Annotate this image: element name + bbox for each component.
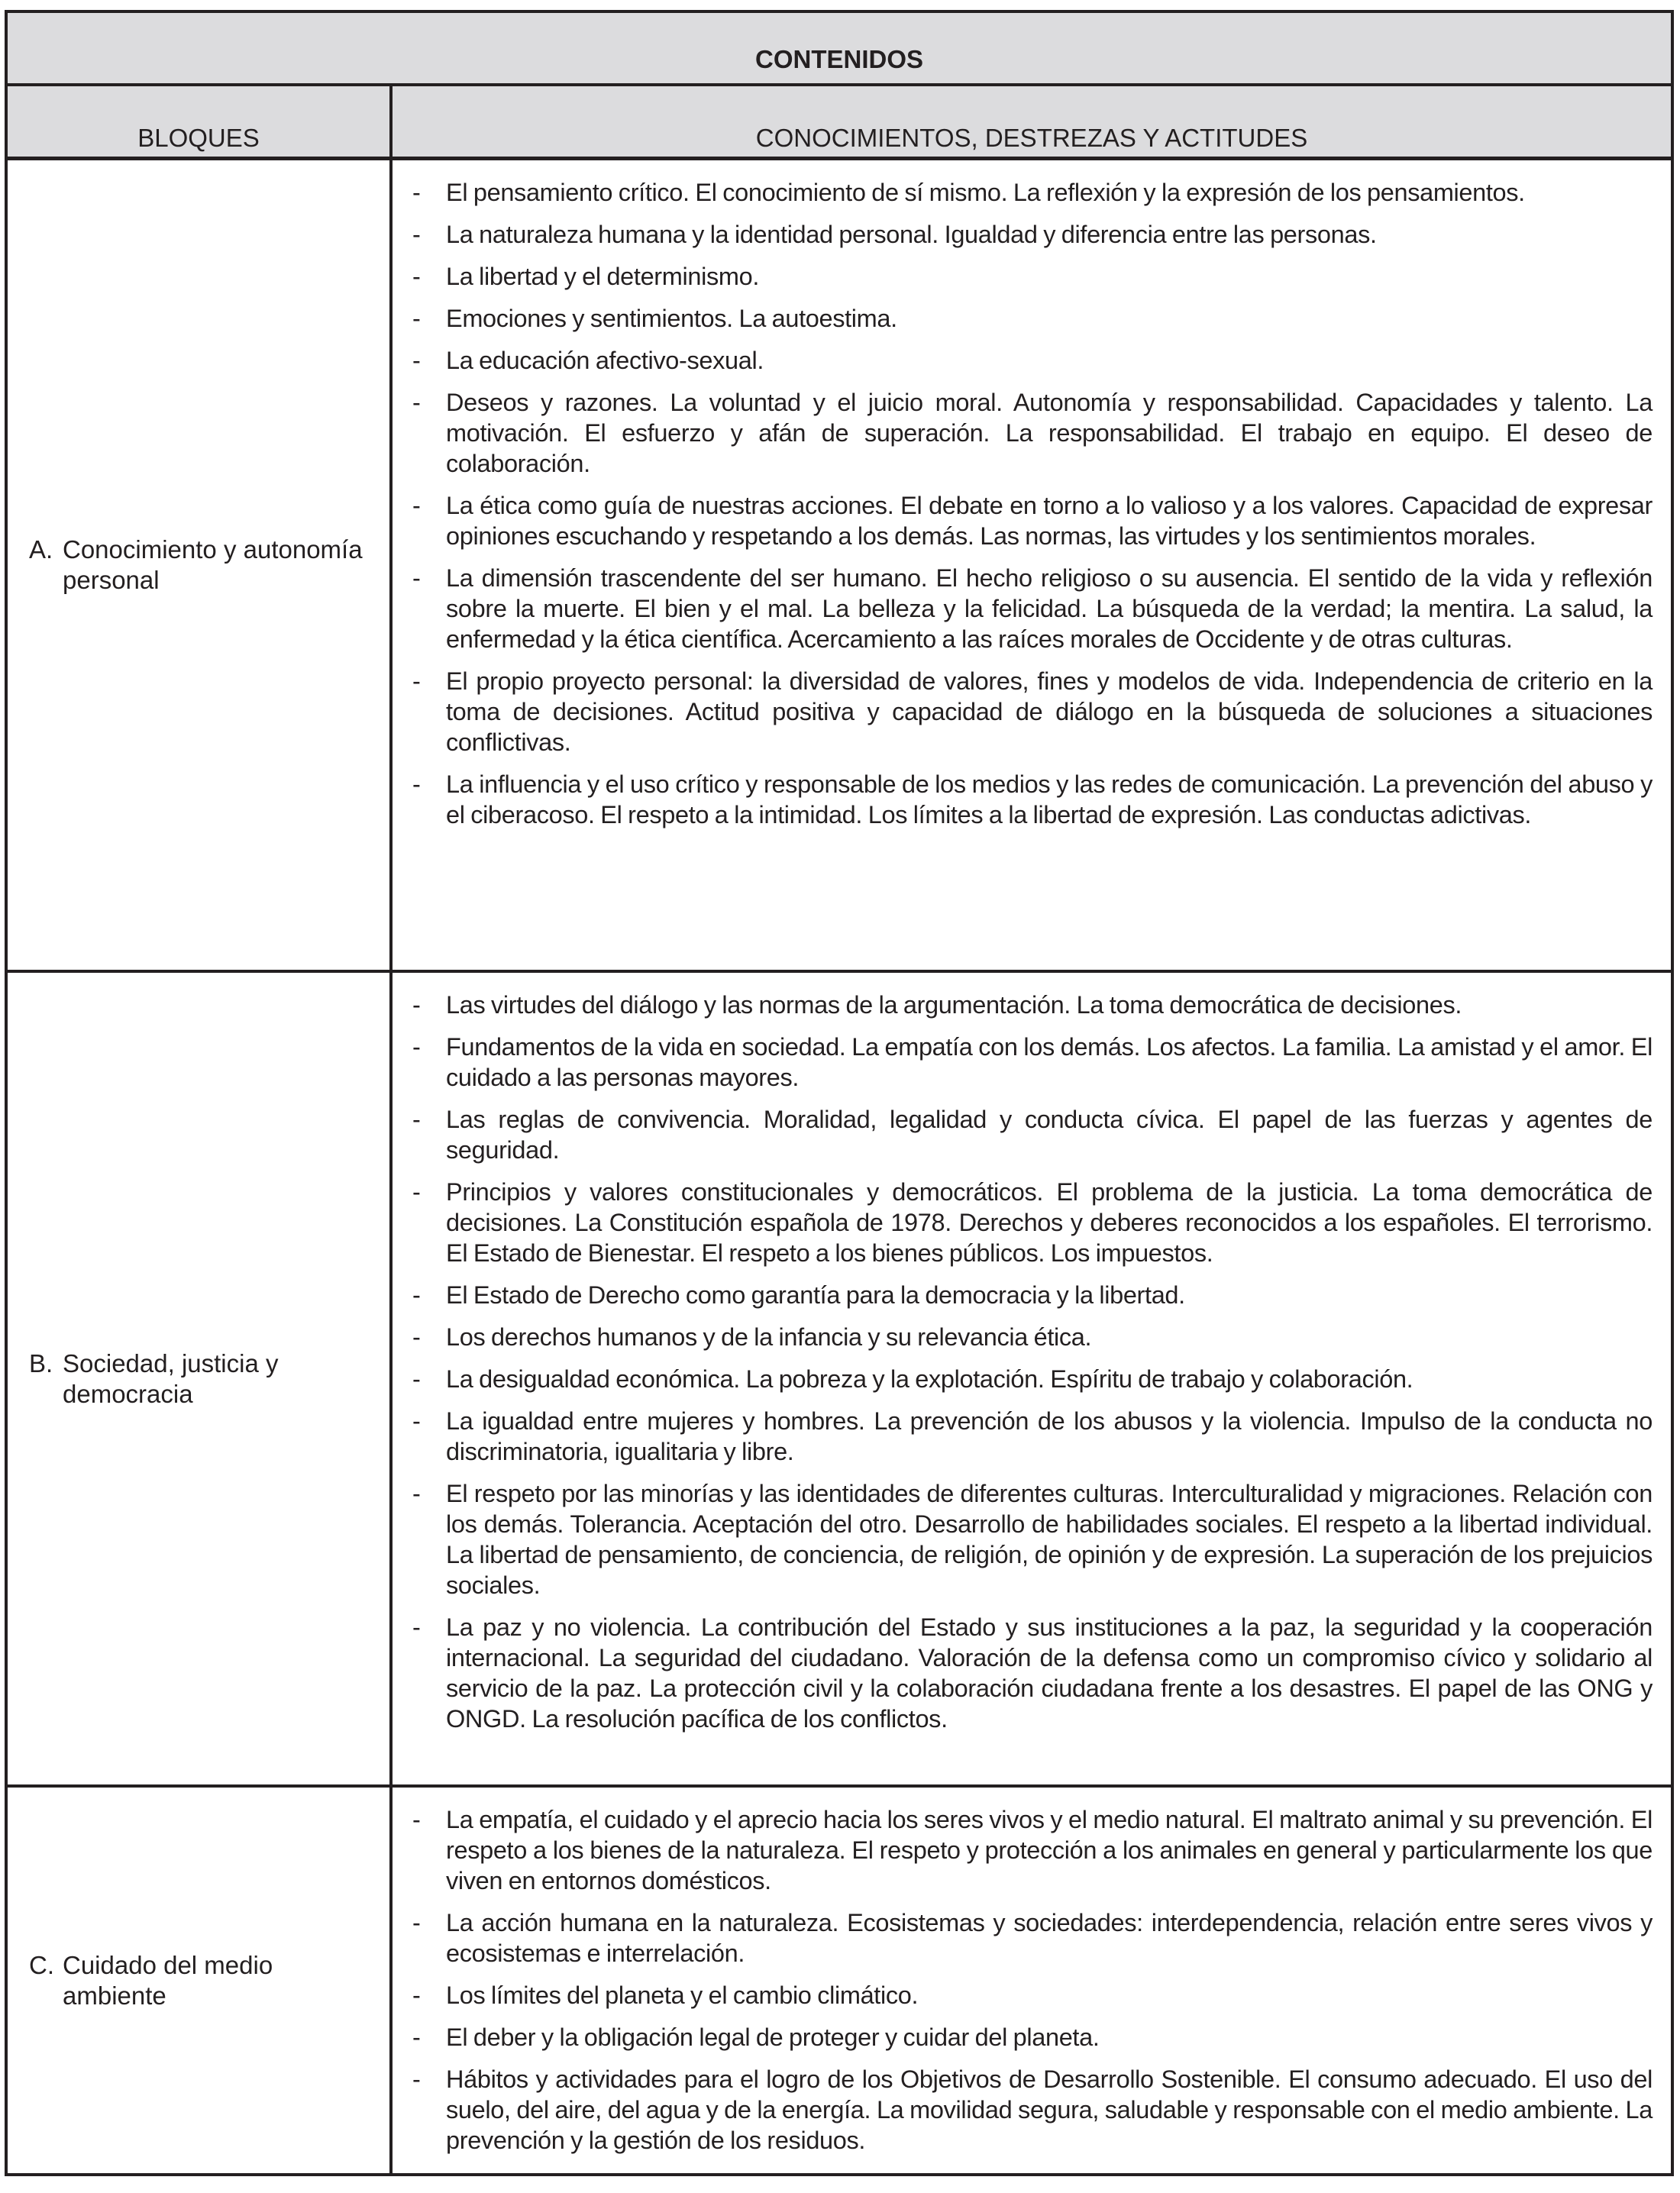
list-item bbox=[409, 1907, 1653, 1969]
item-text: La igualdad entre mujeres y hombres. La prevención de los abusos y la violencia. Impulso de la conducta no discriminatoria, igualitaria y libre. bbox=[446, 1407, 1653, 1465]
dash-bullet-icon: - bbox=[412, 1480, 421, 1507]
block-letter: B. bbox=[29, 1348, 53, 1377]
list-item bbox=[409, 1364, 1653, 1394]
list-item bbox=[409, 1322, 1653, 1352]
list-item bbox=[409, 990, 1653, 1020]
content-cell bbox=[393, 973, 1671, 1784]
dash-bullet-icon: - bbox=[412, 1323, 421, 1351]
block-letter: A. bbox=[29, 535, 53, 564]
section-b bbox=[8, 973, 1671, 1788]
item-text: La educación afectivo-sexual. bbox=[446, 347, 764, 374]
item-text: Hábitos y actividades para el logro de los Objetivos de Desarrollo Sostenible. El consumo adecuado. El uso del suelo, del aire, del agua y de la energía. La movilidad segura, saludable y responsable con el medio ambiente. La prevención y la gestión de los residuos. bbox=[446, 2065, 1653, 2154]
dash-bullet-icon: - bbox=[412, 305, 421, 332]
item-text: Principios y valores constitucionales y democráticos. El problema de la justicia. La toma democrática de decisiones. La Constitución española de 1978. Derechos y deberes reconocidos a los españoles. El terrorismo. El Estado de Bienestar. El respeto a los bienes públicos. Los impuestos. bbox=[446, 1178, 1653, 1267]
item-text: El pensamiento crítico. El conocimiento de sí mismo. La reflexión y la expresión de los pensamientos. bbox=[446, 179, 1525, 206]
dash-bullet-icon: - bbox=[412, 1365, 421, 1393]
item-text: Los límites del planeta y el cambio climático. bbox=[446, 1981, 919, 2009]
item-text: La acción humana en la naturaleza. Ecosistemas y sociedades: interdependencia, relación entre seres vivos y ecosistemas e interrelación. bbox=[446, 1909, 1653, 1967]
block-label-cell bbox=[8, 1788, 393, 2173]
dash-bullet-icon: - bbox=[412, 1909, 421, 1936]
dash-bullet-icon: - bbox=[412, 770, 421, 798]
list-item bbox=[409, 177, 1653, 208]
list-item bbox=[409, 490, 1653, 551]
dash-bullet-icon: - bbox=[412, 263, 421, 290]
list-item bbox=[409, 2064, 1653, 2156]
dash-bullet-icon: - bbox=[412, 1033, 421, 1061]
list-item bbox=[409, 1406, 1653, 1467]
list-item bbox=[409, 1177, 1653, 1268]
block-label bbox=[29, 1950, 382, 2011]
block-label bbox=[29, 535, 382, 596]
list-item bbox=[409, 1032, 1653, 1093]
item-text: La empatía, el cuidado y el aprecio hacia los seres vivos y el medio natural. El maltrato animal y su prevención. El respeto a los bienes de la naturaleza. El respeto y protección a los animales en general y particularmente los que viven en entornos domésticos. bbox=[446, 1806, 1653, 1894]
column-header-bloques: BLOQUES bbox=[8, 86, 393, 157]
dash-bullet-icon: - bbox=[412, 667, 421, 695]
dash-bullet-icon: - bbox=[412, 1281, 421, 1309]
dash-bullet-icon: - bbox=[412, 1613, 421, 1641]
item-text: Emociones y sentimientos. La autoestima. bbox=[446, 305, 897, 332]
list-item bbox=[409, 345, 1653, 376]
list-item bbox=[409, 303, 1653, 334]
section-a bbox=[8, 160, 1671, 973]
item-text: El Estado de Derecho como garantía para la democracia y la libertad. bbox=[446, 1281, 1185, 1309]
item-text: La paz y no violencia. La contribución del Estado y sus instituciones a la paz, la seguridad y la cooperación internacional. La seguridad del ciudadano. Valoración de la defensa como un compromiso cívico y solidario al servicio de la paz. La protección civil y la colaboración ciudadana frente a los desastres. El papel de las ONG y ONGD. La resolución pacífica de los conflictos. bbox=[446, 1613, 1653, 1733]
list-item bbox=[409, 769, 1653, 830]
item-text: El propio proyecto personal: la diversidad de valores, fines y modelos de vida. Independencia de criterio en la toma de decisiones. Actitud positiva y capacidad de diálogo en la búsqueda de soluciones a situaciones conflictivas. bbox=[446, 667, 1653, 756]
dash-bullet-icon: - bbox=[412, 1407, 421, 1435]
item-text: Las reglas de convivencia. Moralidad, legalidad y conducta cívica. El papel de las fuerzas y agentes de seguridad. bbox=[446, 1106, 1653, 1164]
dash-bullet-icon: - bbox=[412, 347, 421, 374]
item-text: Deseos y razones. La voluntad y el juicio moral. Autonomía y responsabilidad. Capacidades y talento. La motivación. El esfuerzo y afán de superación. La responsabilidad. El trabajo en equipo. El deseo de colaboración. bbox=[446, 389, 1653, 477]
content-list bbox=[409, 990, 1653, 1734]
section-c bbox=[8, 1788, 1671, 2173]
item-text: El respeto por las minorías y las identidades de diferentes culturas. Interculturalidad y migraciones. Relación con los demás. Tolerancia. Aceptación del otro. Desarrollo de habilidades sociales. El respeto a la libertad individual. La libertad de pensamiento, de conciencia, de religión, de opinión y de expresión. La superación de los prejuicios sociales. bbox=[446, 1480, 1653, 1599]
item-text: La libertad y el determinismo. bbox=[446, 263, 759, 290]
list-item bbox=[409, 387, 1653, 479]
table-title-row bbox=[8, 13, 1671, 86]
item-text: La naturaleza humana y la identidad personal. Igualdad y diferencia entre las personas. bbox=[446, 221, 1377, 248]
block-label bbox=[29, 1348, 382, 1410]
dash-bullet-icon: - bbox=[412, 1178, 421, 1206]
dash-bullet-icon: - bbox=[412, 2065, 421, 2093]
list-item bbox=[409, 2022, 1653, 2053]
content-cell bbox=[393, 1788, 1671, 2173]
dash-bullet-icon: - bbox=[412, 389, 421, 416]
item-text: Las virtudes del diálogo y las normas de la argumentación. La toma democrática de decisiones. bbox=[446, 991, 1462, 1019]
list-item bbox=[409, 261, 1653, 292]
content-cell bbox=[393, 160, 1671, 970]
dash-bullet-icon: - bbox=[412, 1106, 421, 1133]
dash-bullet-icon: - bbox=[412, 991, 421, 1019]
block-label-cell bbox=[8, 973, 393, 1784]
list-item bbox=[409, 563, 1653, 654]
dash-bullet-icon: - bbox=[412, 1981, 421, 2009]
dash-bullet-icon: - bbox=[412, 179, 421, 206]
dash-bullet-icon: - bbox=[412, 2023, 421, 2051]
item-text: La desigualdad económica. La pobreza y la explotación. Espíritu de trabajo y colaboración. bbox=[446, 1365, 1413, 1393]
block-letter: C. bbox=[29, 1950, 54, 1979]
item-text: Fundamentos de la vida en sociedad. La empatía con los demás. Los afectos. La familia. La amistad y el amor. El cuidado a las personas mayores. bbox=[446, 1033, 1653, 1091]
list-item bbox=[409, 1980, 1653, 2011]
table-title: CONTENIDOS bbox=[754, 45, 923, 73]
list-item bbox=[409, 1612, 1653, 1734]
content-list bbox=[409, 177, 1653, 830]
list-item bbox=[409, 666, 1653, 757]
block-title: Cuidado del medio ambiente bbox=[63, 1950, 273, 2010]
dash-bullet-icon: - bbox=[412, 492, 421, 519]
item-text: El deber y la obligación legal de proteger y cuidar del planeta. bbox=[446, 2023, 1100, 2051]
content-list bbox=[409, 1804, 1653, 2156]
item-text: La ética como guía de nuestras acciones. El debate en torno a lo valioso y a los valores. Capacidad de expresar opiniones escuchando y respetando a los demás. Las normas, las virtudes y los sentimientos morales. bbox=[446, 492, 1653, 550]
dash-bullet-icon: - bbox=[412, 564, 421, 592]
dash-bullet-icon: - bbox=[412, 1806, 421, 1833]
list-item bbox=[409, 1478, 1653, 1600]
block-title: Sociedad, justicia y democracia bbox=[63, 1348, 279, 1408]
item-text: La dimensión trascendente del ser humano. El hecho religioso o su ausencia. El sentido de la vida y reflexión sobre la muerte. El bien y el mal. La belleza y la felicidad. La búsqueda de la verdad; la mentira. La salud, la enfermedad y la ética científica. Acercamiento a las raíces morales de Occidente y de otras culturas. bbox=[446, 564, 1653, 653]
contents-table bbox=[5, 10, 1674, 2176]
dash-bullet-icon: - bbox=[412, 221, 421, 248]
list-item bbox=[409, 1280, 1653, 1310]
column-header-conocimientos: CONOCIMIENTOS, DESTREZAS Y ACTITUDES bbox=[755, 124, 1308, 152]
item-text: Los derechos humanos y de la infancia y su relevancia ética. bbox=[446, 1323, 1092, 1351]
item-text: La influencia y el uso crítico y responsable de los medios y las redes de comunicación. La prevención del abuso y el ciberacoso. El respeto a la intimidad. Los límites a la libertad de expresión. Las conductas adictivas. bbox=[446, 770, 1653, 828]
list-item bbox=[409, 1804, 1653, 1896]
column-header-row bbox=[8, 86, 1671, 160]
list-item bbox=[409, 219, 1653, 250]
list-item bbox=[409, 1104, 1653, 1165]
block-title: Conocimiento y autonomía personal bbox=[63, 535, 363, 594]
block-label-cell bbox=[8, 160, 393, 970]
